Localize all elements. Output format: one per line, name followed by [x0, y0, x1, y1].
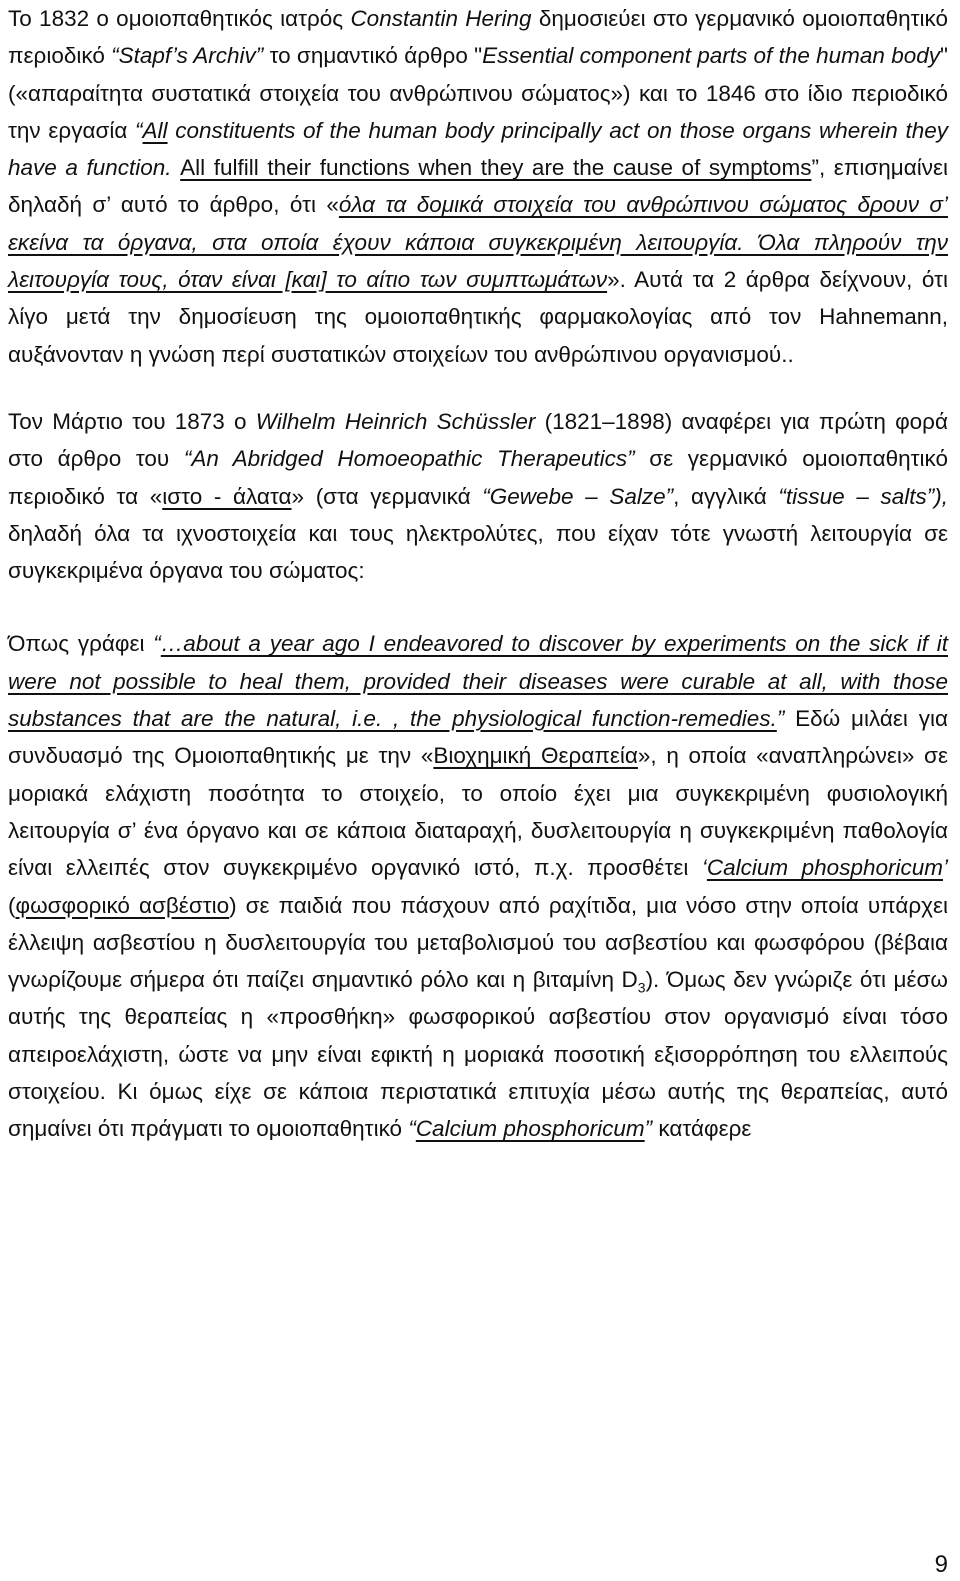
text-run: Τον Μάρτιο του 1873 ο	[8, 408, 256, 434]
paragraph-hering	[8, 0, 948, 373]
biochemical-therapy-term: Βιοχημική Θεραπεία	[433, 743, 638, 769]
article-title-underlined: All	[142, 117, 168, 143]
text-run: (1821–1898) αναφέρει για πρώτη φορά στο άρθρο του	[8, 408, 948, 472]
text-run: Το 1832 ο ομοιοπαθητικός ιατρός	[8, 6, 351, 31]
document-page	[8, 0, 948, 1148]
quote-mark: ”	[776, 706, 785, 732]
quote-mark: “	[135, 117, 143, 143]
text-run: ). Όμως δεν γνώριζε ότι μέσω αυτής της θεραπείας η «προσθήκη» φωσφορικού ασβεστίου στον οργανισμό είναι τόσο απειροελάχιστη, ώστε να μην είναι εφικτή η μοριακά ποσοτική εξισορρόπηση του ελλειπούς στοιχείου. Κι όμως είχε σε κάποια περιστατικά επιτυχία μέσω αυτής της θεραπείας, αυτό σημαίνει ότι πράγματι το ομοιοπαθητικό	[8, 967, 948, 1142]
paragraph-schussler	[8, 403, 948, 589]
german-term: “Gewebe – Salze”	[482, 483, 674, 509]
quote-mark: ’	[943, 855, 948, 881]
english-term: “tissue – salts”),	[778, 483, 948, 509]
english-quote: …about a year ago I endeavored to discover by experiments on the sick if it were not possible to heal them, provided their diseases were curable at all, with those substances that are the natural, i.e. , the physiological function-remedies.	[8, 631, 948, 732]
quote-mark: ‘	[701, 855, 707, 881]
text-run: (	[8, 892, 16, 918]
text-run: δηλαδή όλα τα ιχνοστοιχεία και τους ηλεκτρολύτες, που είχαν τότε γνωστή λειτουργία σε συγκεκριμένα όργανα του σώματος:	[8, 520, 948, 584]
text-run: " («απαραίτητα συστατικά στοιχεία του ανθρώπινου σώματος») και το 1846 στο ίδιο περιοδικό την εργασία	[8, 43, 948, 143]
article-title: Essential component parts of the human body	[482, 43, 940, 69]
text-run: , αγγλικά	[673, 483, 779, 509]
text-run: ». Αυτά τα 2 άρθρα δείχνουν, ότι λίγο μετά την δημοσίευση της ομοιοπαθητικής φαρμακολογίας από τον Hahnemann, αυξάνονταν η γνώση περί συστατικών στοιχείων του ανθρώπινου οργανισμού..	[8, 267, 948, 367]
text-run: δημοσιεύει στο γερμανικό ομοιοπαθητικό περιοδικό	[8, 6, 948, 69]
text-run: το σημαντικό άρθρο "	[263, 43, 483, 69]
text-run: ”, επισημαίνει δηλαδή σ’ αυτό το άρθρο, ότι «	[8, 155, 948, 218]
remedy-name: Calcium phosphoricum	[415, 1116, 645, 1142]
article-title: constituents of the human body principally act on those organs wherein they have a function.	[8, 117, 948, 181]
text-run: », η οποία «αναπληρώνει» σε μοριακά ελάχιστη ποσότητα το στοιχείο, το οποίο έχει μια συγκεκριμένη φυσιολογική λειτουργία σ’ ένα όργανο και σε κάποια διαταραχή, δυσλειτουργία η συγκεκριμένη παθολογία είναι ελλειπές στον συγκεκριμένο οργανικό ιστό, π.χ. προσθέτει	[8, 743, 948, 881]
greek-translation-quote: όλα τα δομικά στοιχεία του ανθρώπινου σώματος δρουν σ’ εκείνα τα όργανα, στα οποία έχουν κάποια συγκεκριμένη λειτουργία. Όλα πληρούν την λειτουργία τους, όταν είναι [και] το αίτιο των συμπτωμάτων	[8, 192, 948, 293]
text-run: ) σε παιδιά που πάσχουν από ραχίτιδα, μια νόσο στην οποία υπάρχει έλλειψη ασβεστίου η δυσλειτουργία του μεταβολισμού του ασβεστίου και φωσφόρου (βέβαια γνωρίζουμε σήμερα ότι παίζει σημαντικό ρόλο και η βιταμίνη D	[8, 892, 948, 993]
article-title: “An Abridged Homoeopathic Therapeutics”	[183, 446, 635, 472]
author-name: Constantin Hering	[350, 6, 532, 31]
quote-mark: ”	[644, 1116, 653, 1142]
remedy-name: Calcium phosphoricum	[706, 855, 943, 881]
quote-mark: “	[153, 631, 161, 657]
page-number: 9	[934, 1551, 948, 1578]
subscript: 3	[637, 979, 646, 996]
journal-title: “Stapf’s Archiv”	[111, 43, 264, 69]
text-run: Όπως γράφει	[8, 631, 154, 657]
tissue-salts-term: ιστο - άλατα	[162, 483, 292, 509]
remedy-translation: φωσφορικό ασβέστιο	[15, 892, 230, 918]
text-run: Εδώ μιλάει για συνδυασμό της Ομοιοπαθητικής με την «	[8, 706, 948, 769]
paragraph-quote	[8, 625, 948, 1147]
text-run: » (στα γερμανικά	[291, 483, 483, 509]
quote-underlined: All fulfill their functions when they are the cause of symptoms	[180, 155, 812, 181]
author-name: Wilhelm Heinrich Schüssler	[255, 408, 536, 434]
text-run: σε γερμανικό ομοιοπαθητικό περιοδικό τα «	[8, 446, 948, 509]
quote-mark: “	[408, 1116, 416, 1142]
text-run: κατάφερε	[652, 1116, 752, 1142]
